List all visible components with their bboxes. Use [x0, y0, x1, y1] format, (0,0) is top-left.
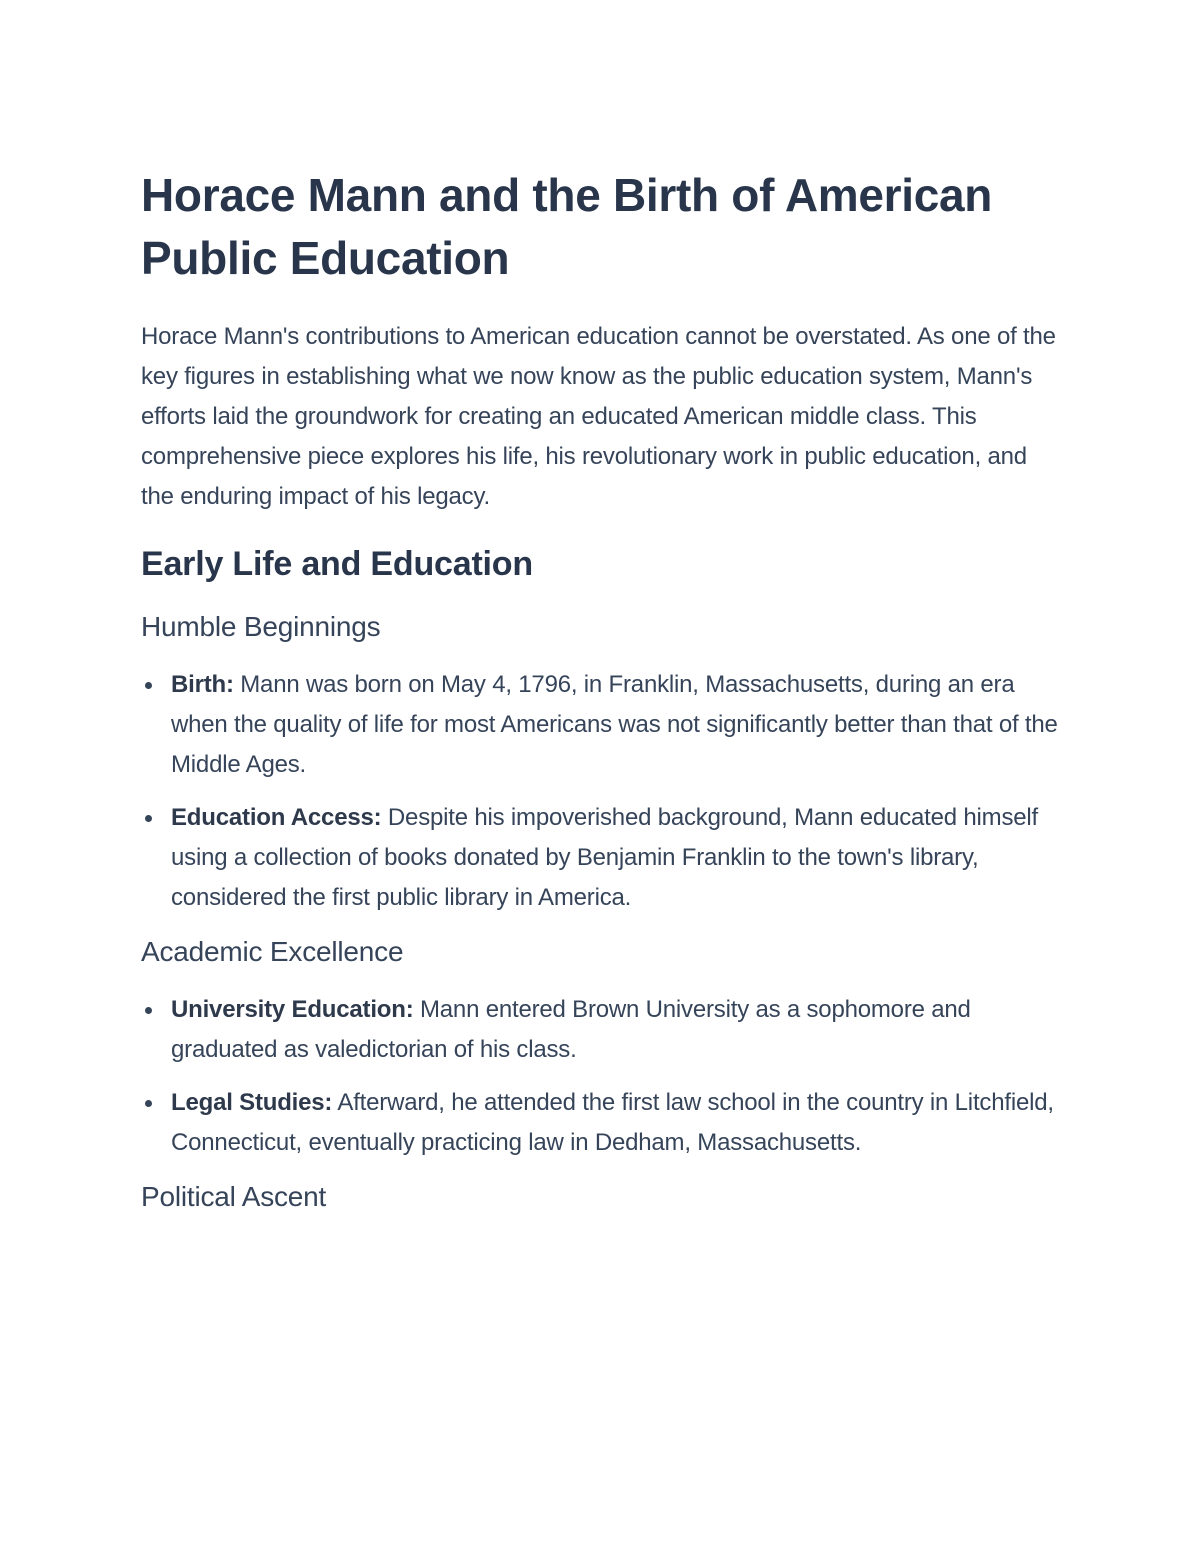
- bullet-icon: [145, 682, 152, 689]
- list-item: [141, 798, 1061, 918]
- list-item-text: Despite his impoverished background, Mann educated himself using a collection of books donated by Benjamin Franklin to the town's library, considered the first public library in America.: [171, 804, 1039, 911]
- subsection-heading-humble-beginnings: Humble Beginnings: [141, 611, 381, 642]
- bullet-icon: [145, 815, 152, 822]
- list-item-term: Legal Studies:: [171, 1089, 333, 1116]
- intro-paragraph: Horace Mann's contributions to American education cannot be overstated. As one of the key figures in establishing what we now know as the public education system, Mann's efforts laid the groundwork for creating an educated American middle class. This comprehensive piece explores his life, his revolutionary work in public education, and the enduring impact of his legacy.: [141, 323, 1056, 510]
- list-item: [141, 665, 1061, 785]
- list-item: [141, 1083, 1061, 1163]
- list-item-term: Education Access:: [171, 804, 382, 831]
- subsection-heading-political-ascent: Political Ascent: [141, 1181, 327, 1212]
- subsection-heading-academic-excellence: Academic Excellence: [141, 936, 404, 967]
- list-item-term: University Education:: [171, 996, 414, 1023]
- document-page: [141, 164, 1061, 1219]
- list-item-term: Birth:: [171, 671, 234, 698]
- list-item: [141, 990, 1061, 1070]
- list-item-text: Mann entered Brown University as a sophomore and graduated as valedictorian of his class.: [171, 996, 971, 1063]
- bullet-list-humble-beginnings: [141, 665, 1061, 918]
- bullet-icon: [145, 1007, 152, 1014]
- list-item-text: Afterward, he attended the first law school in the country in Litchfield, Connecticut, eventually practicing law in Dedham, Massachusetts.: [171, 1089, 1054, 1156]
- bullet-icon: [145, 1100, 152, 1107]
- document-title: Horace Mann and the Birth of American Public Education: [141, 169, 993, 284]
- list-item-text: Mann was born on May 4, 1796, in Franklin, Massachusetts, during an era when the quality of life for most Americans was not significantly better than that of the Middle Ages.: [171, 671, 1058, 778]
- section-heading-early-life: Early Life and Education: [141, 545, 533, 583]
- bullet-list-academic-excellence: [141, 990, 1061, 1163]
